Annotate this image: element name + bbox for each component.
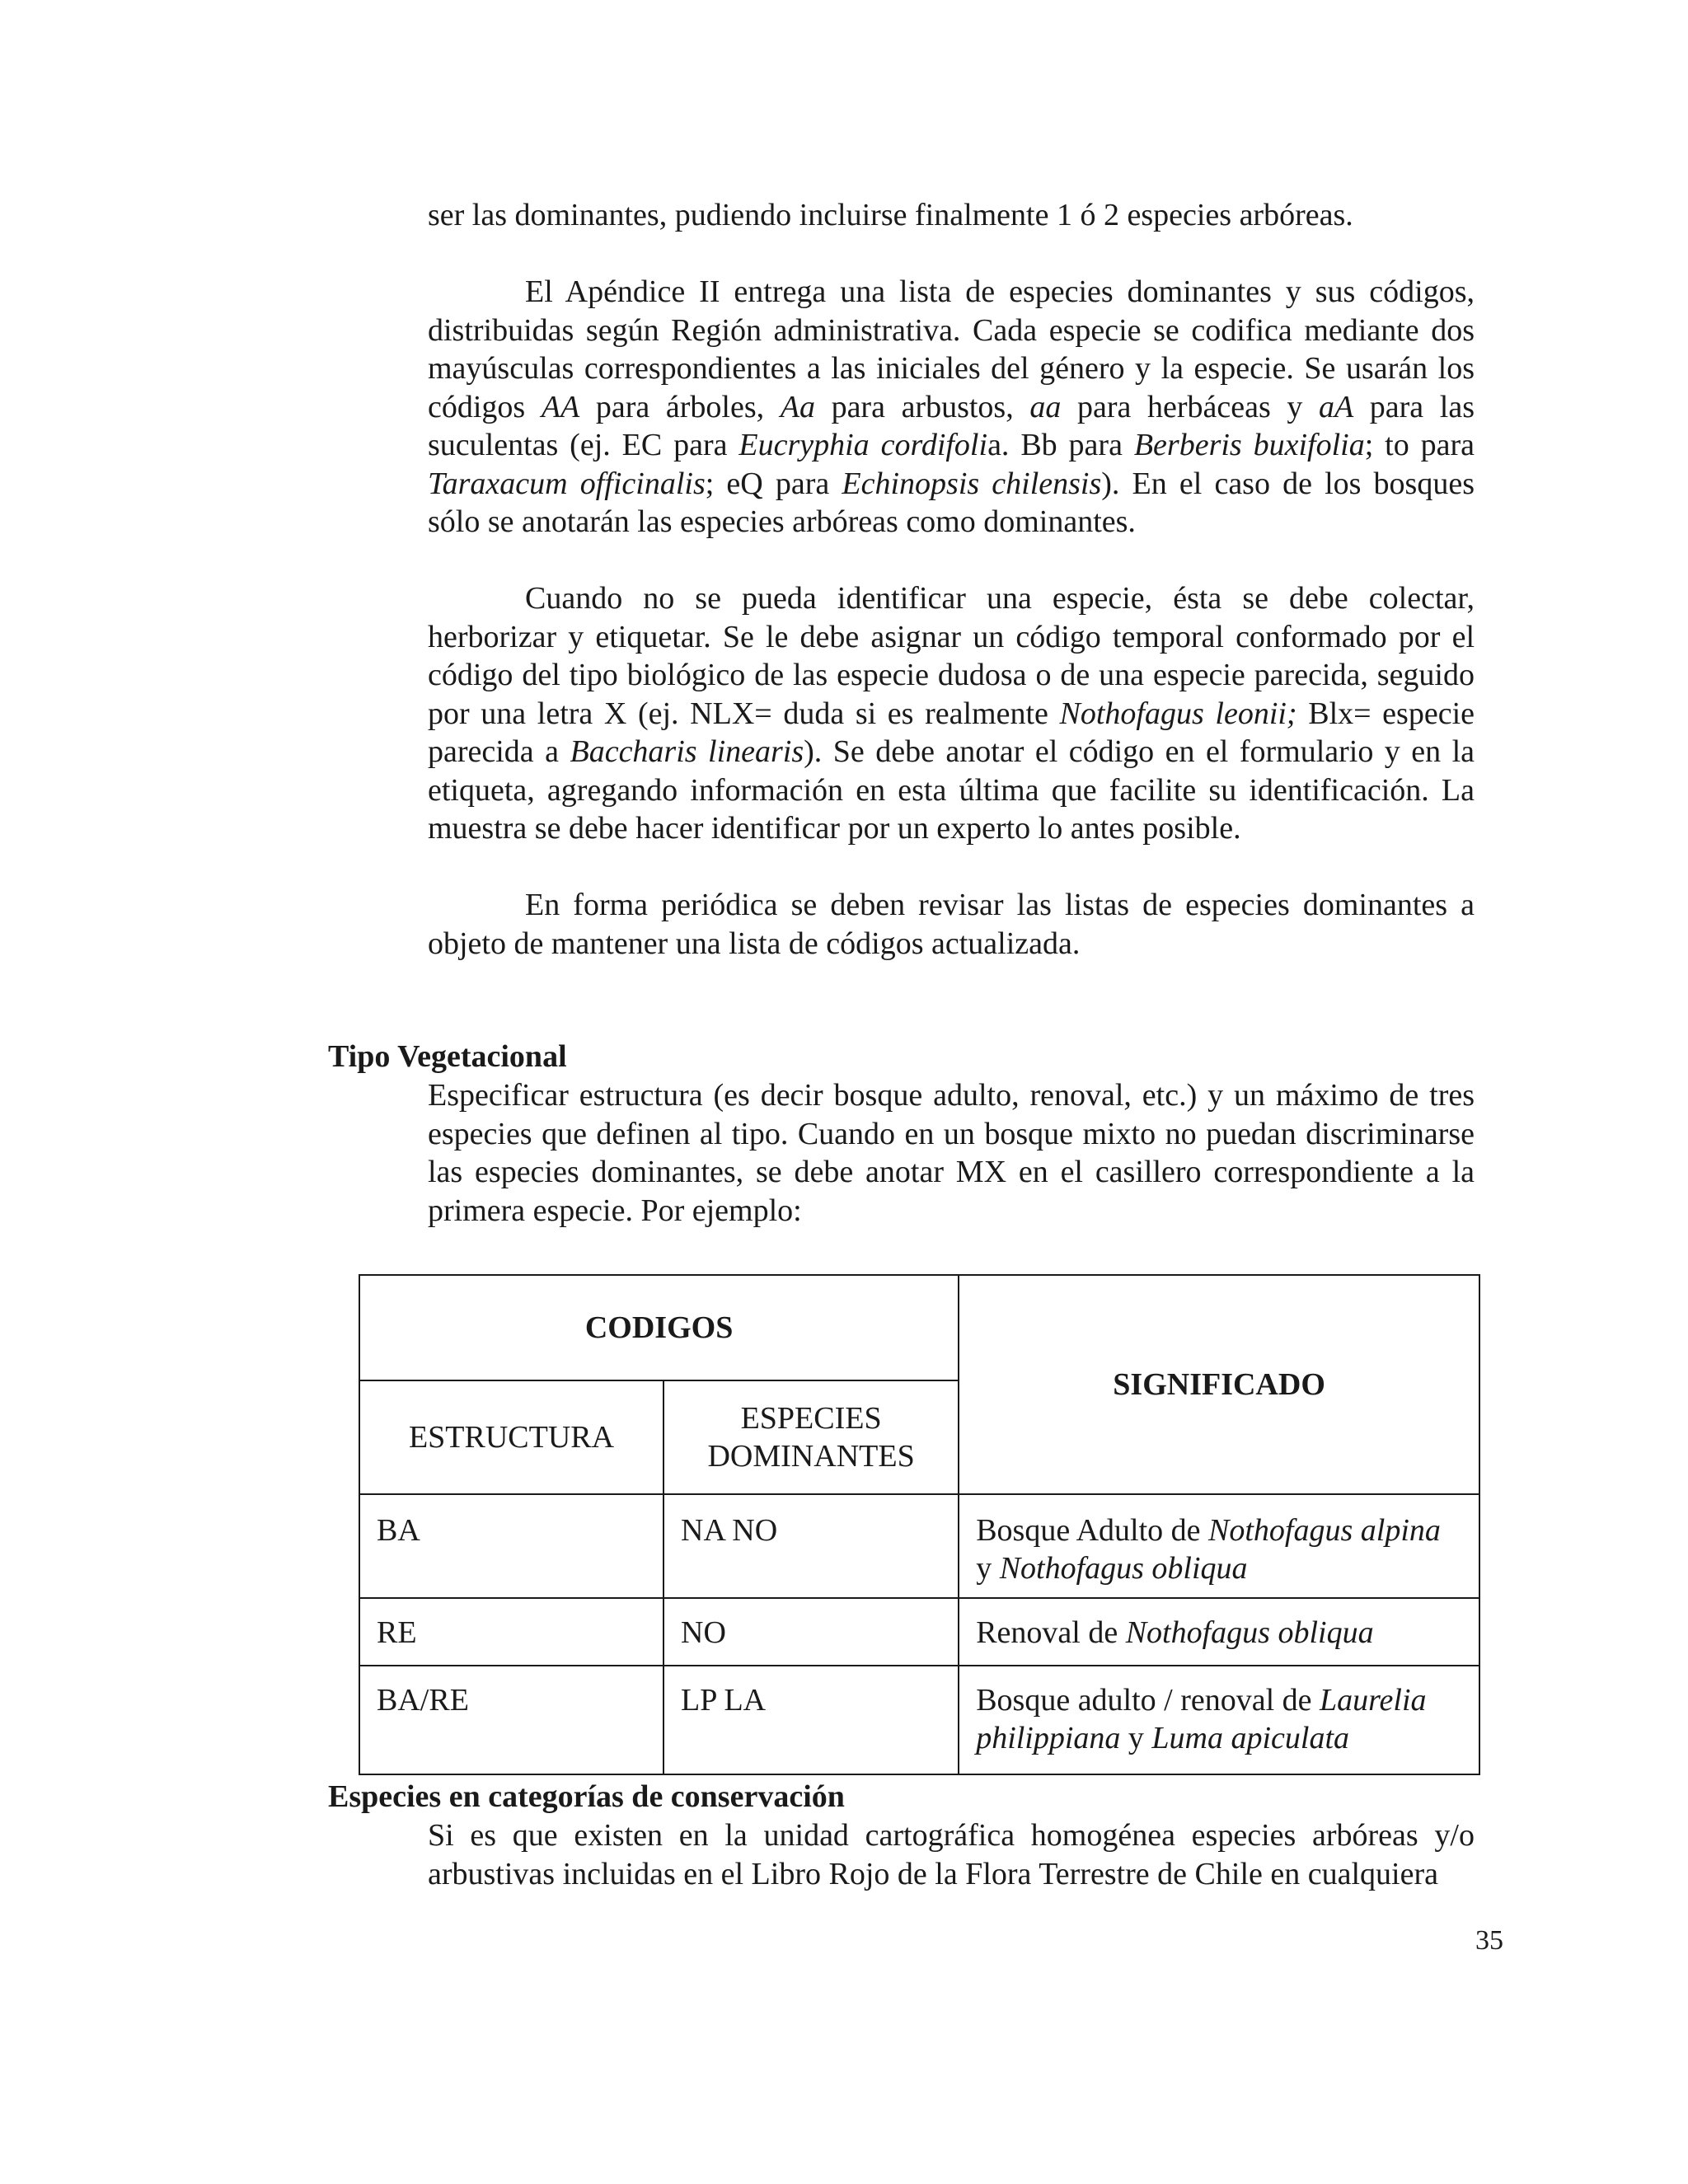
species-name: Nothofagus obliqua bbox=[999, 1551, 1248, 1586]
text: ). Se debe anotar el código en el formulario y en la etiqueta, agregando información en esta última que facilite su identificación. La muestra se debe hacer identificar por un experto lo antes posible. bbox=[428, 734, 1475, 846]
page-number: 35 bbox=[1475, 1925, 1503, 1956]
cell-especies: NO bbox=[663, 1598, 959, 1666]
text: ; to para bbox=[1364, 428, 1475, 462]
text: Cuando no se pueda identificar una especie, ésta se debe colectar, herborizar y etiquetar. Se le debe asignar un código temporal conformado por el código del tipo biológico de las especie dudosa o de una especie parecida, seguido por una letra X (ej. NLX= duda si es realmente bbox=[428, 581, 1475, 731]
code-shrubs: Aa bbox=[780, 389, 815, 424]
header-especies-line2: DOMINANTES bbox=[707, 1439, 915, 1474]
cell-especies: LP LA bbox=[663, 1666, 959, 1774]
table-row bbox=[359, 1494, 1479, 1598]
text: Bosque adulto / renoval de bbox=[976, 1683, 1320, 1718]
species-name: Luma apiculata bbox=[1151, 1721, 1350, 1755]
text: Bosque Adulto de bbox=[976, 1513, 1209, 1548]
header-especies-dominantes bbox=[663, 1380, 959, 1494]
header-significado: SIGNIFICADO bbox=[959, 1275, 1479, 1494]
header-especies-line1: ESPECIES bbox=[740, 1401, 882, 1436]
cell-significado bbox=[959, 1494, 1479, 1598]
header-codigos: CODIGOS bbox=[359, 1275, 959, 1380]
header-estructura: ESTRUCTURA bbox=[359, 1380, 663, 1494]
code-succulents: aA bbox=[1318, 389, 1354, 424]
cell-estructura: BA bbox=[359, 1494, 663, 1598]
table-row bbox=[359, 1666, 1479, 1774]
cell-especies: NA NO bbox=[663, 1494, 959, 1598]
species-name: Eucryphia cordifoli bbox=[738, 428, 988, 462]
paragraph-especies-conservacion: Si es que existen en la unidad cartográfica homogénea especies arbóreas y/o arbustivas incluidas en el Libro Rojo de la Flora Terrestre de Chile en cualquiera bbox=[428, 1818, 1475, 1891]
text: y bbox=[976, 1551, 1000, 1586]
table-row bbox=[359, 1598, 1479, 1666]
text: ). En el caso de los bosques sólo se anotarán las especies arbóreas como dominantes. bbox=[428, 466, 1475, 539]
heading-especies-conservacion: Especies en categorías de conservación bbox=[328, 1779, 845, 1814]
cell-estructura: RE bbox=[359, 1598, 663, 1666]
paragraph-intro-tail: ser las dominantes, pudiendo incluirse finalmente 1 ó 2 especies arbóreas. bbox=[428, 198, 1353, 232]
text: El Apéndice II entrega una lista de especies dominantes y sus códigos, distribuidas según Región administrativa. Cada especie se codifica mediante dos mayúsculas correspondientes a las iniciales del género y la especie. Se usarán los códigos bbox=[428, 274, 1475, 424]
codes-table bbox=[359, 1274, 1480, 1775]
species-name: Berberis buxifolia bbox=[1133, 428, 1365, 462]
cell-significado bbox=[959, 1598, 1479, 1666]
text: Renoval de bbox=[976, 1615, 1126, 1650]
heading-tipo-vegetacional: Tipo Vegetacional bbox=[328, 1039, 567, 1074]
species-name: Nothofagus leonii; bbox=[1059, 696, 1297, 731]
text: a. Bb para bbox=[987, 428, 1134, 462]
species-name: Laurelia philippiana bbox=[976, 1683, 1427, 1755]
species-name: Echinopsis chilensis bbox=[842, 466, 1102, 501]
text: Blx= especie parecida a bbox=[428, 696, 1475, 769]
text: para árboles, bbox=[579, 389, 781, 424]
text: para arbustos, bbox=[814, 389, 1030, 424]
cell-estructura: BA/RE bbox=[359, 1666, 663, 1774]
text: para las suculentas (ej. EC para bbox=[428, 389, 1475, 462]
code-herbs: aa bbox=[1029, 389, 1062, 424]
paragraph-tipo-vegetacional: Especificar estructura (es decir bosque adulto, renoval, etc.) y un máximo de tres especies que definen al tipo. Cuando en un bosque mixto no puedan discriminarse las especies dominantes, se debe anotar MX en el casillero correspondiente a la primera especie. Por ejemplo: bbox=[428, 1078, 1475, 1228]
cell-significado bbox=[959, 1666, 1479, 1774]
species-name: Taraxacum officinalis bbox=[428, 466, 706, 501]
species-name: Baccharis linearis bbox=[570, 734, 804, 769]
paragraph-codes-intro bbox=[428, 273, 1475, 541]
species-name: Nothofagus obliqua bbox=[1125, 1615, 1374, 1650]
code-trees: AA bbox=[541, 389, 580, 424]
paragraph-periodic-review: En forma periódica se deben revisar las listas de especies dominantes a objeto de mantener una lista de códigos actualizada. bbox=[428, 888, 1475, 961]
paragraph-unidentified-species bbox=[428, 579, 1475, 848]
text: para herbáceas y bbox=[1061, 389, 1319, 424]
text: y bbox=[1120, 1721, 1152, 1755]
text: ; eQ para bbox=[705, 466, 842, 501]
species-name: Nothofagus alpina bbox=[1208, 1513, 1441, 1548]
